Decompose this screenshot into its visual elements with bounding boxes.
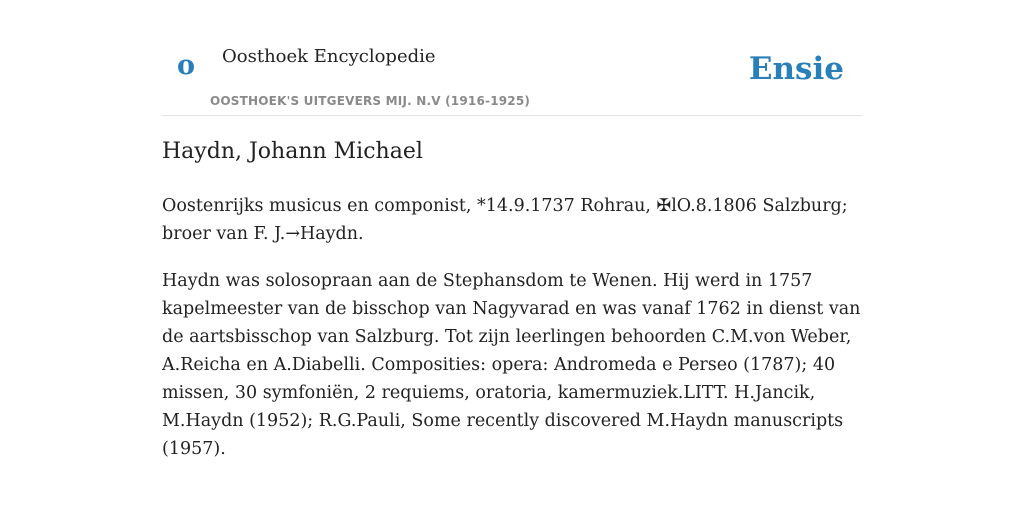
entry-paragraph: Haydn was solosopraan aan de Stephansdom te Wenen. Hij werd in 1757 kapelmeester van de bisschop van Nagyvarad en was vanaf 1762 in dienst van de aartsbisschop van Salzburg. Tot zijn leerlingen behoorden C.M.von Weber, A.Reicha en A.Diabelli. Composities: opera: Andromeda e Perseo (1787); 40 missen, 30 symfoniën, 2 requiems, oratoria, kamermuziek.LITT. H.Jancik, M.Haydn (1952); R.G.Pauli, Some recently discovered M.Haydn manuscripts (1957). <box>162 271 861 459</box>
source-logo[interactable]: o <box>177 50 196 81</box>
source-subtitle: OOSTHOEK'S UITGEVERS MIJ. N.V (1916-1925) <box>210 94 531 108</box>
entry-title: Haydn, Johann Michael <box>162 139 423 164</box>
haydn-crossref-link[interactable]: →Haydn. <box>285 224 364 244</box>
ensie-brand-link[interactable]: Ensie <box>748 51 844 87</box>
entry-paragraph-text: Oostenrijks musicus en componist, *14.9.1737 Rohrau, ✠lO.8.1806 Salzburg; broer van F. J. <box>162 196 848 244</box>
source-title[interactable]: Oosthoek Encyclopedie <box>222 46 436 67</box>
entry-paragraph <box>162 192 862 248</box>
source-header <box>162 40 862 116</box>
